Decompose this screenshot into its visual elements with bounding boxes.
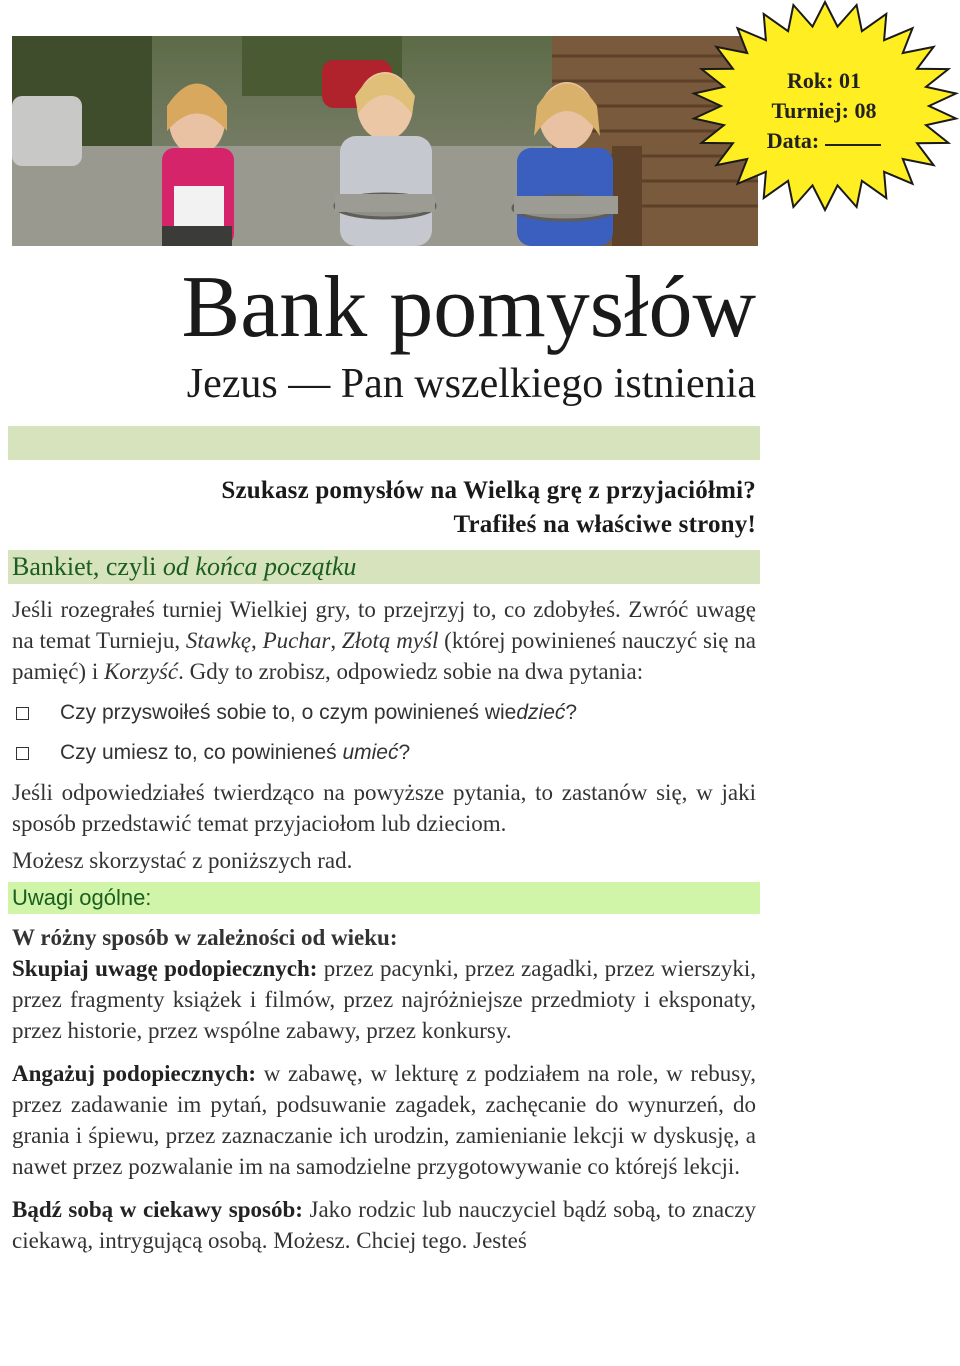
paragraph-answer: Jeśli odpowiedziałeś twierdząco na powyższe pytania, to zastanów się, w jaki sposób przedstawić temat przyjaciołom lub dzieciom. [12,780,756,836]
badge-text [724,66,924,156]
general-notes-heading: Uwagi ogólne: [8,882,760,914]
badge-tournament: Turniej: 08 [771,98,877,123]
tip-paragraph: Bądź sobą w ciekawy sposób: Jako rodzic lub nauczyciel bądź sobą, to znaczy ciekawą, intrygującą osobą. Możesz. Chciej tego. Jesteś [12,1197,757,1253]
intro-text [221,474,756,542]
divider-band [8,426,760,460]
article-body [12,594,756,1268]
paragraph-advice: Możesz skorzystać z poniższych rad. [12,848,353,873]
header-photo [12,36,758,246]
checkbox-icon [16,747,29,760]
checklist-item: Czy przyswoiłeś sobie to, o czym powinieneś wiedzieć? [12,693,756,733]
age-heading: W różny sposób w zależności od wieku: [12,925,398,950]
date-blank [825,144,881,146]
checklist-item: Czy umiesz to, co powinieneś umieć? [12,733,756,773]
question-checklist [12,693,756,773]
section-heading: Bankiet, czyli od końca początku [8,550,760,584]
page-title: Bank pomysłów [181,259,756,356]
page-subtitle: Jezus — Pan wszelkiego istnienia [186,361,756,407]
tip-paragraph: Angażuj podopiecznych: w zabawę, w lekturę z podziałem na role, w rebusy, przez zadawanie im pytań, podsuwanie zagadek, zachęcanie do wynurzeń, do grania i śpiewu, przez zaznaczanie ich urodzin, zamienianie lekcji w dyskusję, a nawet przez pozwalanie im na samodzielne przygotowywanie co którejś lekcji. [12,1061,756,1179]
intro-line-1: Szukasz pomysłów na Wielką grę z przyjaciółmi? [221,477,756,504]
paragraph-intro: Jeśli rozegrałeś turniej Wielkiej gry, to przejrzyj to, co zdobyłeś. Zwróć uwagę na temat Turnieju, Stawkę, Puchar, Złotą myśl (której powinieneś nauczyć się na pamięć) i Korzyść. Gdy to zrobisz, odpowiedz sobie na dwa pytania: [12,597,756,684]
badge-date: Data: [724,126,924,156]
checkbox-icon [16,707,29,720]
intro-line-2: Trafiłeś na właściwe strony! [453,511,756,538]
tip-paragraph: Skupiaj uwagę podopiecznych: przez pacynki, przez zagadki, przez wierszyki, przez fragmenty książek i filmów, przez najróżniejsze przedmioty i eksponaty, przez historie, przez wspólne zabawy, przez konkursy. [12,956,757,1043]
badge-year: Rok: 01 [787,68,861,93]
